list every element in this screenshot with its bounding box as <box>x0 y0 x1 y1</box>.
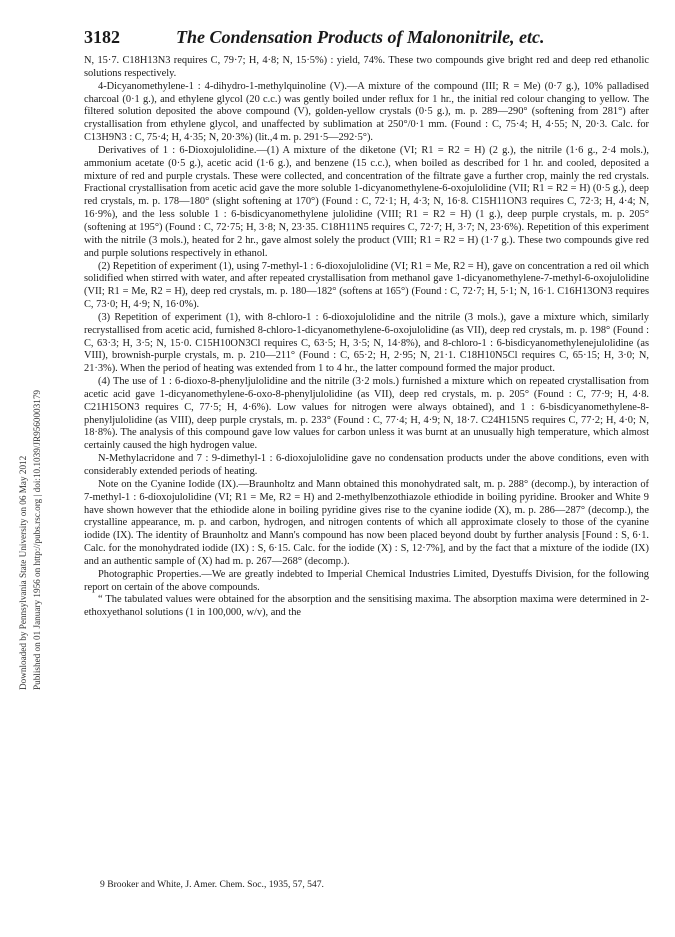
page-header <box>84 27 644 51</box>
running-title: The Condensation Products of Malononitrile, etc. <box>176 27 545 47</box>
paragraph: “ The tabulated values were obtained for the absorption and the sensitising maxima. The absorption maxima were determined in 2-ethoxyethanol solutions (1 in 100,000, w/v), and the <box>84 594 649 619</box>
paragraph: (4) The use of 1 : 6-dioxo-8-phenyljulolidine and the nitrile (3·2 mols.) furnished a mixture which on repeated crystallisation from acetic acid gave 1-dicyanomethylene-6-oxo-8-phenyljulolidine (as VII), deep red crystals, m. p. 205° (Found : C, 77·9; H, 4·8. C21H15ON3 requires C, 77·5; H, 4·6%). Low values for nitrogen were always obtained), and 1 : 6-bisdicyanomethylene-8-phenyljulolidine (as VIII), deep purple crystals, m. p. 233° (Found : C, 77·4; H, 4·9; N, 18·7. C24H15N5 requires C, 77·2; H, 4·0; N, 18·8%). The analysis of this compound gave low values for carbon unless it was burnt at an unusually high temperature, which almost certainly caused the high hydrogen value. <box>84 376 649 452</box>
paragraph: Photographic Properties.—We are greatly indebted to Imperial Chemical Industries Limited, Dyestuffs Division, for the following report on certain of the above compounds. <box>84 568 649 593</box>
paragraph: Derivatives of 1 : 6-Dioxojulolidine.—(1) A mixture of the diketone (VI; R1 = R2 = H) (2 g.), the nitrile (1·6 g., 2·4 mols.), ammonium acetate (0·5 g.), acetic acid (1·6 g.), and benzene (15 c.c.), when boiled as described for 1 hr. and cooled, deposited a mixture of red and purple crystals. These were collected, and concentration of the filtrate gave a further crop, mainly the red crystals. Fractional crystallisation from acetic acid gave the more soluble 1-dicyanomethylene-6-oxojulolidine (VII; R1 = R2 = H) (0·5 g.), deep red crystals, m. p. 178—180° (slight softening at 170°) (Found : C, 72·1; H, 4·3; N, 16·8. C15H11ON3 requires C, 72·3; H, 4·4; N, 16·9%), and the less soluble 1 : 6-bisdicyanomethylene julolidine (VIII; R1 = R2 = H) (1 g.), deep purple crystals, m. p. 205° (softening at 195°) (Found : C, 72·75; H, 3·8; N, 23·35. C18H11N5 requires C, 72·7; H, 3·7; N, 23·6%). Repetition of this experiment with the nitrile (3 mols.), heated for 2 hr., gave almost solely the product (VIII; R1 = R2 = H) (1·7 g.). These two compounds give red and purple solutions respectively in ethanol. <box>84 144 649 259</box>
paragraph: (3) Repetition of experiment (1), with 8-chloro-1 : 6-dioxojulolidine and the nitrile (3 mols.), gave a mixture which, similarly recrystallised from acetic acid, furnished 8-chloro-1-dicyanomethylene-6-oxojulolidine (as VII), deep red crystals, m. p. 198° (Found : C, 63·3; H, 3·5; N, 15·0. C15H10ON3Cl requires C, 63·5; H, 3·5; N, 14·8%), and 8-chloro-1 : 6-bisdicyanomethylenejulolidine (as VIII), brownish-purple crystals, m. p. 210—211° (Found : C, 65·2; H, 2·95; N, 21·1. C18H10N5Cl requires C, 65·15; H, 3·0; N, 21·3%). When the period of heating was extended from 1 to 4 hr., the latter compound formed the major product. <box>84 311 649 375</box>
article-body <box>84 55 649 620</box>
download-notice <box>6 90 46 690</box>
paragraph: Note on the Cyanine Iodide (IX).—Braunholtz and Mann obtained this monohydrated salt, m. p. 288° (decomp.), by interaction of 7-methyl-1 : 6-dioxojulolidine (VI; R1 = Me, R2 = H) and 2-methylbenzothiazole ethiodide in boiling pyridine. Brooker and White 9 have shown however that the ethiodide alone in boiling pyridine gives rise to the cyanine iodide (X), m. p. 286—287° (decomp.), the crystalline appearance, m. p. and carbon, hydrogen, and nitrogen contents of which all approximate closely to those of the cyanine iodide (IX). The identity of Braunholtz and Mann's compound has now been placed beyond doubt by further analysis [Found : S, 6·1. Calc. for the monohydrated iodide (IX) : S, 6·15. Calc. for the iodide (X) : S, 12·7%], and by the fact that a mixture of the iodide (IX) and an authentic sample of (X) had m. p. 267—268° (decomp.). <box>84 478 649 567</box>
page-number: 3182 <box>84 27 120 47</box>
paragraph: (2) Repetition of experiment (1), using 7-methyl-1 : 6-dioxojulolidine (VI; R1 = Me, R2 = H), gave on concentration a red oil which solidified when stirred with water, and after repeated crystallisation from methanol gave 1-dicyanomethylene-7-methyl-6-oxojulolidine (VII; R1 = Me, R2 = H), deep red crystals, m. p. 180—182° (softens at 165°) (Found : C, 72·7; H, 5·1; N, 16·1. C16H13ON3 requires C, 73·0; H, 4·9; N, 16·0%). <box>84 260 649 311</box>
downloaded-notice: Downloaded by Pennsylvania State University on 06 May 2012 <box>18 455 28 690</box>
paragraph: N-Methylacridone and 7 : 9-dimethyl-1 : 6-dioxojulolidine gave no condensation products under the above conditions, even with considerably extended periods of heating. <box>84 453 649 477</box>
paragraph: 4-Dicyanomethylene-1 : 4-dihydro-1-methylquinoline (V).—A mixture of the compound (III; R = Me) (0·7 g.), 10% palladised charcoal (0·1 g.), and ethylene glycol (20 c.c.) was gently boiled under reflux for 1 hr., the initial red colour changing to yellow. The filtered solution deposited the above compound (V), golden-yellow crystals (0·5 g.), m. p. 289—290° (softening from 281°) after crystallisation from ethylene glycol, and unaffected by sublimation at 250°/0·1 mm. (Found : C, 75·4; H, 4·55; N, 20·3. Calc. for C13H9N3 : C, 75·4; H, 4·35; N, 20·3%) (lit.,4 m. p. 291·5—292·5°). <box>84 80 649 144</box>
paragraph: N, 15·7. C18H13N3 requires C, 79·7; H, 4·8; N, 15·5%) : yield, 74%. These two compounds give bright red and deep red ethanolic solutions respectively. <box>84 55 649 79</box>
published-notice: Published on 01 January 1956 on http://pubs.rsc.org | doi:10.1039/JR9560003179 <box>32 389 42 690</box>
footnote: 9 Brooker and White, J. Amer. Chem. Soc., 1935, 57, 547. <box>100 879 324 890</box>
